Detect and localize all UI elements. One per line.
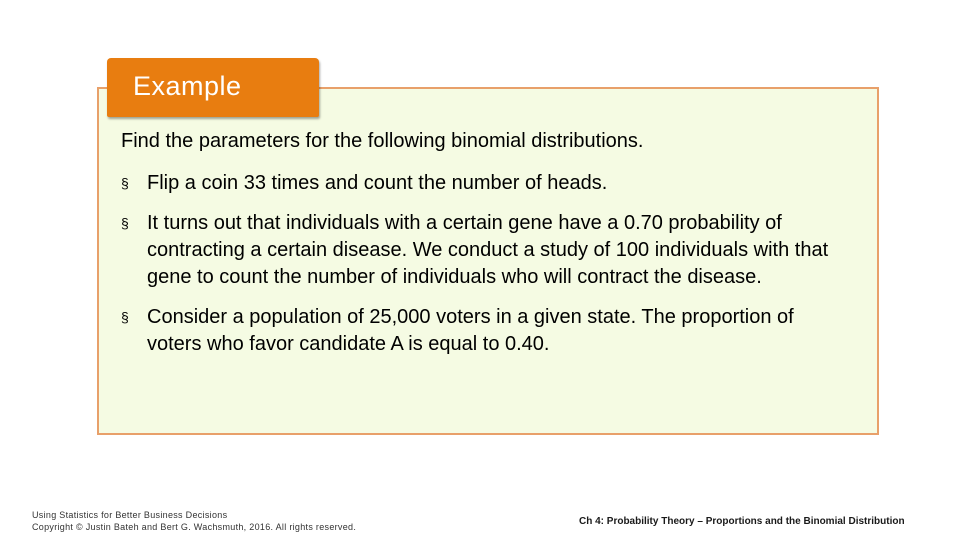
bullet-list xyxy=(121,170,861,371)
intro-text: Find the parameters for the following binomial distributions. xyxy=(121,130,644,152)
footer-copyright: Copyright © Justin Bateh and Bert G. Wachsmuth, 2016. All rights reserved. xyxy=(32,522,357,532)
bullet-marker-icon: § xyxy=(121,215,129,231)
example-tab-label: Example xyxy=(133,71,242,101)
footer-chapter: Ch 4: Probability Theory – Proportions and the Binomial Distribution xyxy=(579,516,905,527)
bullet-text: Consider a population of 25,000 voters in a given state. The proportion of voters who favor candidate A is equal to 0.40. xyxy=(147,306,794,355)
footer-citation xyxy=(32,509,356,533)
bullet-item xyxy=(121,210,847,291)
bullet-item xyxy=(121,304,797,358)
example-tab xyxy=(107,58,319,117)
bullet-marker-icon: § xyxy=(121,175,129,191)
bullet-text: Flip a coin 33 times and count the number of heads. xyxy=(147,172,608,194)
bullet-item xyxy=(121,170,861,197)
bullet-text: It turns out that individuals with a certain gene have a 0.70 probability of contracting a certain disease. We conduct a study of 100 individuals with that gene to count the number of individuals who will contract the disease. xyxy=(147,212,829,288)
bullet-marker-icon: § xyxy=(121,309,129,325)
footer-book-title: Using Statistics for Better Business Decisions xyxy=(32,510,228,520)
